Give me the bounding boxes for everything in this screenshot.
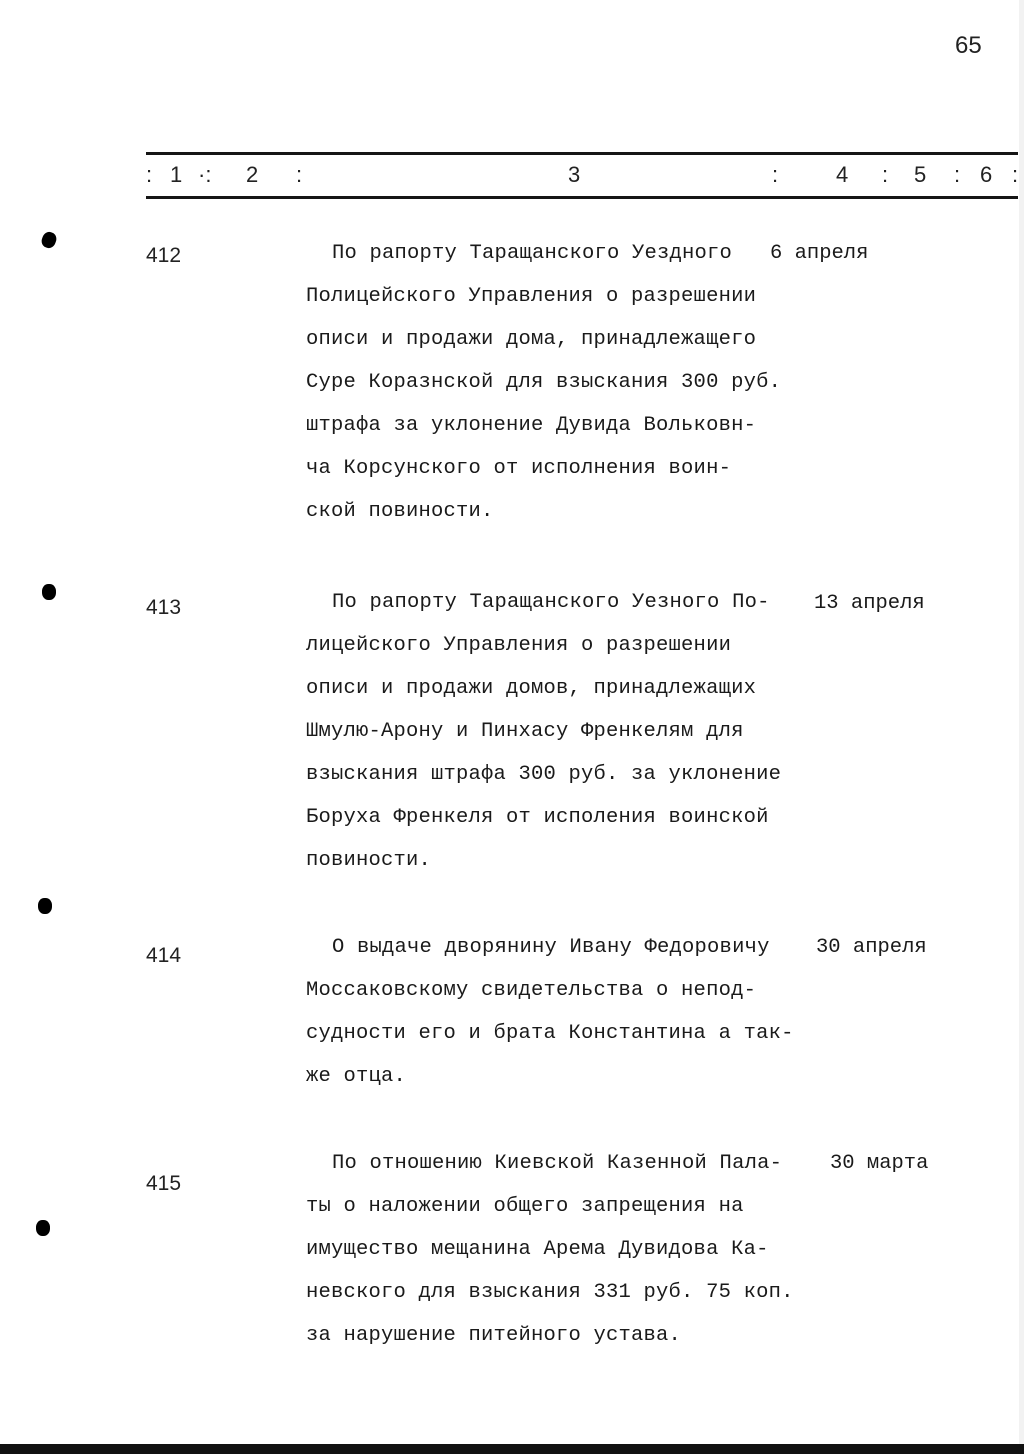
entry-line: за нарушение питейного устава. bbox=[306, 1324, 682, 1347]
entry-line: же отца. bbox=[306, 1065, 407, 1088]
column-header-3: 3 bbox=[568, 162, 581, 187]
entry-date: 30 апреля bbox=[816, 936, 927, 959]
entry-line: ча Корсунского от исполнения воин- bbox=[306, 457, 732, 480]
entry-number: 413 bbox=[146, 596, 182, 619]
column-separator: : bbox=[772, 162, 779, 187]
column-separator: : bbox=[1012, 162, 1019, 187]
entry-line: имущество мещанина Арема Дувидова Ка- bbox=[306, 1238, 769, 1261]
entry-line: лицейского Управления о разрешении bbox=[306, 634, 732, 657]
entry-line: описи и продажи домов, принадлежащих bbox=[306, 677, 757, 700]
column-header-2: 2 bbox=[246, 162, 259, 187]
column-separator: ·: bbox=[198, 162, 212, 187]
entry-number: 415 bbox=[146, 1172, 182, 1195]
table-header-top-rule bbox=[146, 152, 1018, 155]
entry-line: штрафа за уклонение Дувида Вольковн- bbox=[306, 414, 757, 437]
entry-date: 30 марта bbox=[830, 1152, 929, 1175]
entry-line: Моссаковскому свидетельства о непод- bbox=[306, 979, 757, 1002]
entry-date: 13 апреля bbox=[814, 592, 925, 615]
punch-hole-mark bbox=[42, 584, 56, 600]
entry-line: По рапорту Таращанского Уездного bbox=[332, 242, 733, 265]
column-header-5: 5 bbox=[914, 162, 927, 187]
entry-line: ты о наложении общего запрещения на bbox=[306, 1195, 744, 1218]
column-header-4: 4 bbox=[836, 162, 849, 187]
entry-date: 6 апреля bbox=[770, 242, 869, 265]
entry-description bbox=[306, 1142, 826, 1357]
entry-line: судности его и брата Константина а так- bbox=[306, 1022, 794, 1045]
entry-line: По отношению Киевской Казенной Пала- bbox=[332, 1152, 783, 1175]
table-column-header bbox=[146, 162, 1024, 192]
entry-line: О выдаче дворянину Ивану Федоровичу bbox=[332, 936, 770, 959]
entry-line: Полицейского Управления о разрешении bbox=[306, 285, 757, 308]
entry-line: описи и продажи дома, принадлежащего bbox=[306, 328, 757, 351]
entry-line: взыскания штрафа 300 руб. за уклонение bbox=[306, 763, 782, 786]
entry-line: Суре Коразнской для взыскания 300 руб. bbox=[306, 371, 782, 394]
entry-description bbox=[306, 581, 826, 882]
scan-bottom-edge bbox=[0, 1444, 1024, 1454]
entry-description bbox=[306, 926, 826, 1098]
page-number: 65 bbox=[955, 32, 982, 59]
entry-number: 412 bbox=[146, 244, 182, 267]
punch-hole-mark bbox=[38, 898, 52, 914]
entry-line: невского для взыскания 331 руб. 75 коп. bbox=[306, 1281, 794, 1304]
column-header-6: 6 bbox=[980, 162, 993, 187]
scan-right-edge bbox=[1019, 0, 1024, 1454]
column-separator: : bbox=[882, 162, 889, 187]
punch-hole-mark bbox=[40, 230, 59, 250]
entry-description bbox=[306, 232, 826, 533]
entry-line: Шмулю-Арону и Пинхасу Френкелям для bbox=[306, 720, 744, 743]
entry-line: По рапорту Таращанского Уезного По- bbox=[332, 591, 770, 614]
entry-line: повиности. bbox=[306, 849, 432, 872]
entry-line: ской повиности. bbox=[306, 500, 494, 523]
column-separator: : bbox=[146, 162, 153, 187]
table-header-bottom-rule bbox=[146, 196, 1018, 199]
column-header-1: 1 bbox=[170, 162, 183, 187]
entry-number: 414 bbox=[146, 944, 182, 967]
column-separator: : bbox=[954, 162, 961, 187]
column-separator: : bbox=[296, 162, 303, 187]
entry-line: Боруха Френкеля от исполения воинской bbox=[306, 806, 769, 829]
punch-hole-mark bbox=[36, 1220, 50, 1236]
